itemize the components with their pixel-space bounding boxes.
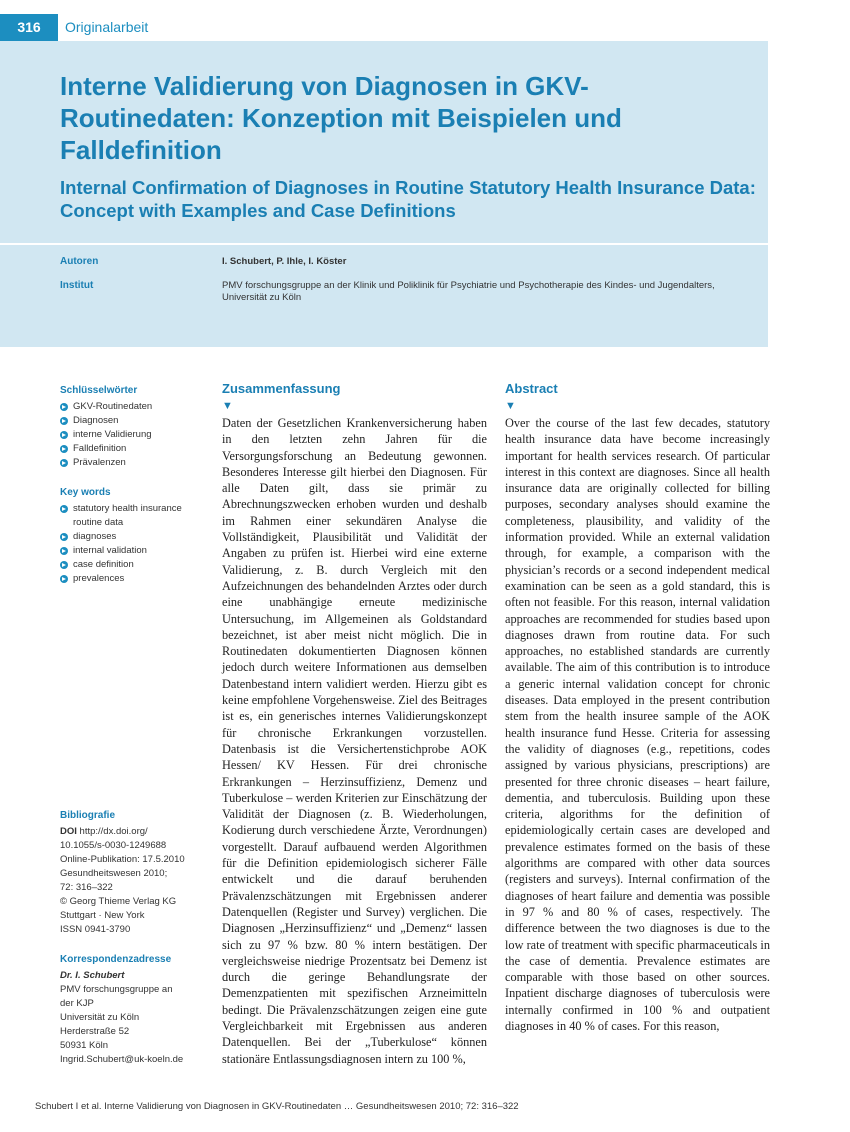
bibliography-heading: Bibliografie — [60, 810, 116, 821]
correspondence-name: Dr. I. Schubert — [60, 970, 125, 981]
authors-label: Autoren — [60, 256, 99, 267]
section-label: Originalarbeit — [65, 19, 149, 35]
institute-label: Institut — [60, 280, 94, 291]
page-number: 316 — [0, 14, 58, 41]
bullet-icon — [60, 547, 68, 555]
bullet-icon — [60, 575, 68, 583]
bullet-icon — [60, 459, 68, 467]
keyword-item: Prävalenzen — [60, 456, 210, 470]
address-line: Herderstraße 52 — [60, 1026, 130, 1037]
bib-line: Online-Publikation: 17.5.2010 — [60, 854, 185, 865]
abstract-text: Over the course of the last few decades, statutory health insurance data have become increasingly important for health services research. Of particular interest in this context are diagnoses. Since all health insurance data are originally collected for billing purposes, secondary analyses should examine the completeness, plausibility, and validity of the information provided. While an external validation through, for example, a comparison with the physician’s records or a second independent medical examination can be seen as a gold standard, this is often not feasible. For this reason, internal validation approaches are recommended for studies based upon diagnoses drawn from routine data. For such approaches, no established standards are currently available. The aim of this contribution is to introduce a generic internal validation concept for chronic diseases. Data employed in the present contribution stem from the health insuree sample of the AOK health insurance fund Hesse. Criteria for assessing the validity of diagnoses (e.g., repetitions, codes assigned by various physicians, prescriptions) are presented for three chronic diseases – heart failure, dementia, and tuberculosis. Building upon these criteria, algorithms for the definition of epidemiologically certain cases are developed and prevalence estimates formed on the basis of these algorithms are compared with other data sources (registers and surveys). Internal confirmation of the diagnoses of heart failure and dementia was possible in 97 % and 80 % of cases, respectively. The difference between the two diagnoses is due to the low rate of treatment with specific pharmaceuticals in the case of dementia. Prevalence estimates are comparable with those based on other sources. Inpatient discharge diagnoses of tuberculosis were internally confirmed in 100 % and outpatient diagnoses in 40 % of cases. For this reason, — [505, 416, 770, 1033]
keyword-item: prevalences — [60, 572, 210, 586]
address-line: der KJP — [60, 998, 94, 1009]
doi-line: DOI http://dx.doi.org/ — [60, 826, 148, 837]
address-line: PMV forschungsgruppe an — [60, 984, 173, 995]
keywords-en-block — [60, 486, 210, 586]
keyword-item: case definition — [60, 558, 210, 572]
bullet-icon — [60, 403, 68, 411]
keyword-item: GKV-Routinedaten — [60, 400, 210, 414]
keyword-item: statutory health insurance routine data — [60, 502, 210, 530]
zusammenfassung-text: Daten der Gesetzlichen Krankenversicherung haben in den letzten zehn Jahren für die Versorgungsforschung an Bedeutung gewonnen. Besonderes Interesse gilt hierbei den Diagnosen. Für alle Daten gilt, dass sie primär zu Abrechnungszwecken erhoben wurden und deshalb im Rahmen einer sekundären Analyse die Vollständigkeit, Plausibilität und Validität der Angaben zu prüfen ist. Hierbei wird eine externe Validierung, z. B. durch Vergleich mit den Aufzeichnungen des behandelnden Arztes oder durch eine unabhängige erneute medizinische Untersuchung, im Allgemeinen als Goldstandard bezeichnet, ist aber meist nicht möglich. Die in Routinedaten dokumentierten Diagnosen können jedoch durch weitere Informationen aus demselben Datenbestand intern validiert werden. Hierzu gibt es keine empfohlene Vorgehensweise. Ziel des Beitrages ist es, ein generisches internes Validierungskonzept für chronische Erkrankungen vorzustellen. Datenbasis ist die Versichertenstichprobe AOK Hessen/ KV Hessen. Für drei chronische Erkrankungen – Herzinsuffizienz, Demenz und Tuberkulose – werden Kriterien zur Einschätzung der Validität der Diagnosen (z. B. Wiederholungen, Kodierung durch verschiedene Ärzte, Verordnungen) vorgestellt. Darauf aufbauend werden Algorithmen für die Definition epidemiologisch sicherer Fälle entwickelt und die darauf beruhenden Prävalenzschätzungen mit Ergebnissen anderer Datenquellen (Register und Survey) verglichen. Die Diagnosen „Herzinsuffizienz“ und „Demenz“ lassen sich zu 97 % bzw. 80 % intern bestätigen. Der vergleichsweise niedrige Prozentsatz bei Demenz ist durch die geringe Behandlungsrate der Demenzpatienten mit spezifischen Arzneimitteln bedingt. Die Prävalenzschätzungen zeigen eine gute Vergleichbarkeit mit Ergebnissen aus anderen Datenquellen. Bei der „Tuberkulose“ können stationäre Entlassungsdiagnosen intern zu 100 %, — [222, 416, 487, 1066]
address-line: Universität zu Köln — [60, 1012, 140, 1023]
keywords-de-block — [60, 384, 210, 470]
bib-line: © Georg Thieme Verlag KG — [60, 896, 177, 907]
bib-line: Gesundheitswesen 2010; — [60, 868, 168, 879]
bullet-icon — [60, 561, 68, 569]
abstract-heading: Abstract — [505, 381, 558, 396]
authors: I. Schubert, P. Ihle, I. Köster — [222, 256, 347, 267]
keywords-en-list — [60, 502, 210, 586]
keyword-item: Falldefinition — [60, 442, 210, 456]
bullet-icon — [60, 445, 68, 453]
keyword-item: interne Validierung — [60, 428, 210, 442]
title-german: Interne Validierung von Diagnosen in GKV-Routinedaten: Konzeption mit Beispielen und Falldefinition — [60, 71, 622, 165]
correspondence-block — [60, 953, 210, 1067]
bib-line: Stuttgart · New York — [60, 910, 145, 921]
email-address[interactable]: Ingrid.Schubert@uk-koeln.de — [60, 1054, 184, 1065]
keyword-item: internal validation — [60, 544, 210, 558]
bullet-icon — [60, 431, 68, 439]
top-divider — [58, 40, 768, 41]
keyword-item: diagnoses — [60, 530, 210, 544]
title-english: Internal Confirmation of Diagnoses in Routine Statutory Health Insurance Data: Concept with Examples and Case Definitions — [60, 177, 756, 221]
doi-label: DOI — [60, 826, 77, 837]
bibliography-block — [60, 809, 210, 937]
keyword-item: Diagnosen — [60, 414, 210, 428]
keywords-de-heading: Schlüsselwörter — [60, 385, 138, 396]
bullet-icon — [60, 417, 68, 425]
correspondence-heading: Korrespondenzadresse — [60, 954, 172, 965]
title-divider — [0, 243, 768, 245]
bib-line: 72: 316–322 — [60, 882, 113, 893]
page-footer: Schubert I et al. Interne Validierung von Diagnosen in GKV-Routinedaten … Gesundheitswesen 2010; 72: 316–322 — [35, 1101, 519, 1112]
arrow-down-icon: ▼ — [222, 400, 233, 412]
keywords-de-list — [60, 400, 210, 470]
bib-line: ISSN 0941-3790 — [60, 924, 131, 935]
address-line: 50931 Köln — [60, 1040, 109, 1051]
bullet-icon — [60, 533, 68, 541]
bullet-icon — [60, 505, 68, 513]
keywords-en-heading: Key words — [60, 487, 111, 498]
institute: PMV forschungsgruppe an der Klinik und Poliklinik für Psychiatrie und Psychotherapie des Kindes- und Jugendalters, Universität zu Köln — [222, 280, 715, 303]
bib-line: 10.1055/s-0030-1249688 — [60, 840, 167, 851]
arrow-down-icon: ▼ — [505, 400, 516, 412]
zusammenfassung-heading: Zusammenfassung — [222, 381, 341, 396]
